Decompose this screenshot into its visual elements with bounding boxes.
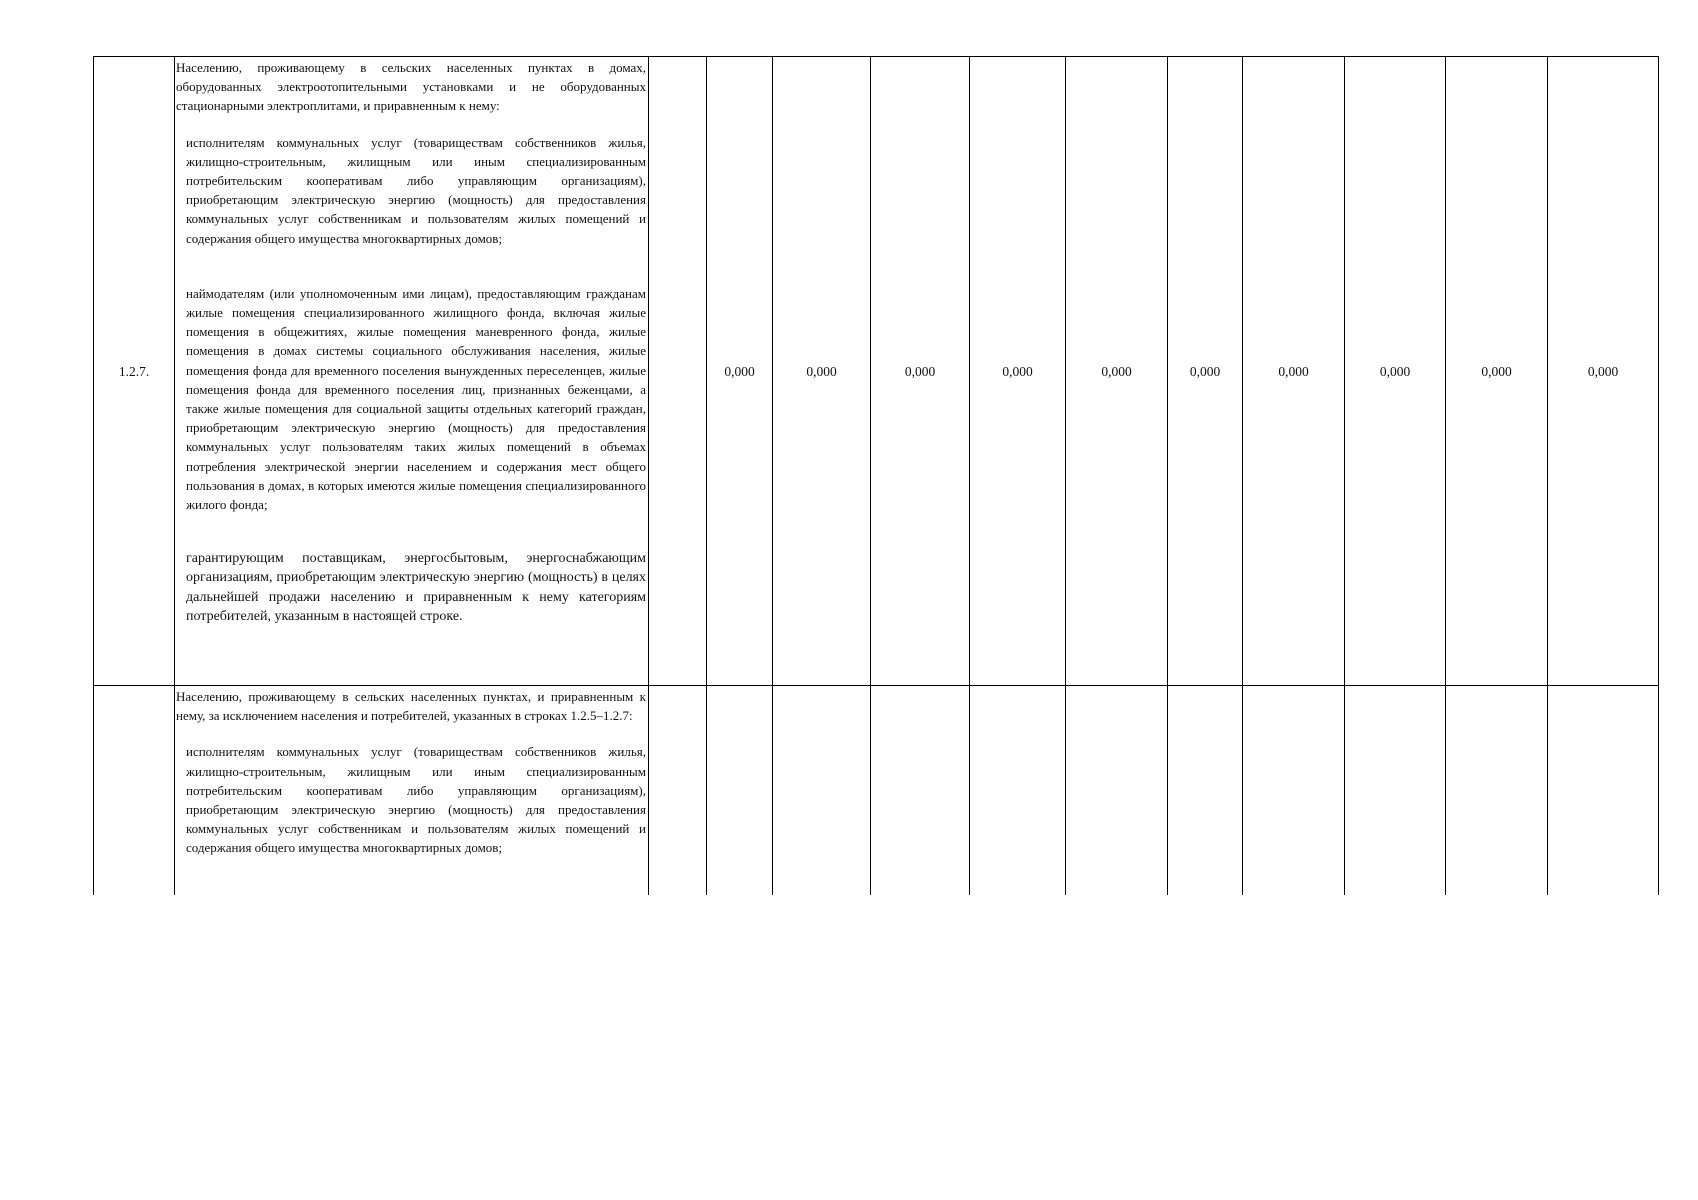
- row-item: гарантирующим поставщикам, энергосбытовым, энергоснабжающим организациям, приобретающим электрическую энергию (мощность) в целях дальнейшей продажи населению и приравненным к нему категориям потребителей, указанным в настоящей строке.: [186, 551, 646, 624]
- value-cell: 0,000: [1345, 57, 1446, 686]
- value-cell: 0,000: [773, 57, 871, 686]
- table-row: [94, 57, 1659, 686]
- row-item: исполнителям коммунальных услуг (товариществам собственников жилья, жилищно-строительным, жилищным или иным специализированным потребительским кооперативам либо управляющим организациям), приобретающим электрическую энергию (мощность) для предоставления коммунальных услуг собственникам и пользователям жилых помещений и содержания общего имущества многоквартирных домов;: [186, 134, 646, 246]
- value-cell: [1548, 686, 1659, 896]
- row-item: исполнителям коммунальных услуг (товариществам собственников жилья, жилищно-строительным, жилищным или иным специализированным потребительским кооперативам либо управляющим организациям), приобретающим электрическую энергию (мощность) для предоставления коммунальных услуг собственникам и пользователям жилых помещений и содержания общего имущества многоквартирных домов;: [186, 744, 646, 856]
- value-cell: 0,000: [1243, 57, 1345, 686]
- row-intro: Населению, проживающему в сельских населенных пунктах, и приравненным к нему, за исключением населения и потребителей, указанных в строках 1.2.5–1.2.7:: [176, 689, 646, 724]
- value-cell: [773, 686, 871, 896]
- row-description: [175, 57, 649, 686]
- table-row: [94, 686, 1659, 896]
- value-cell: [1345, 686, 1446, 896]
- tariff-table: [93, 56, 1659, 895]
- value-cell: 0,000: [1066, 57, 1168, 686]
- row-code: [94, 686, 175, 896]
- value-cell: [707, 686, 773, 896]
- row-intro: Населению, проживающему в сельских населенных пунктах в домах, оборудованных электроотопительными установками и не оборудованных стационарными электроплитами, и приравненным к нему:: [176, 60, 646, 114]
- row-code: 1.2.7.: [94, 57, 175, 686]
- value-cell: [1446, 686, 1548, 896]
- value-cell: [649, 57, 707, 686]
- value-cell: 0,000: [1446, 57, 1548, 686]
- value-cell: 0,000: [970, 57, 1066, 686]
- row-description: [175, 686, 649, 896]
- value-cell: [1066, 686, 1168, 896]
- value-cell: [1168, 686, 1243, 896]
- value-cell: [871, 686, 970, 896]
- row-item: наймодателям (или уполномоченным ими лицам), предоставляющим гражданам жилые помещения специализированного жилищного фонда, включая жилые помещения в общежитиях, жилые помещения маневренного фонда, жилые помещения в домах системы социального обслуживания населения, жилые помещения фонда для временного поселения вынужденных переселенцев, жилые помещения фонда для временного поселения лиц, признанных беженцами, а также жилые помещения для социальной защиты отдельных категорий граждан, приобретающим электрическую энергию (мощность) для предоставления коммунальных услуг пользователям таких жилых помещений в объемах потребления электрической энергии населением и содержания мест общего пользования в домах, в которых имеются жилые помещения специализированного жилого фонда;: [186, 285, 646, 513]
- value-cell: 0,000: [1168, 57, 1243, 686]
- value-cell: [970, 686, 1066, 896]
- value-cell: 0,000: [871, 57, 970, 686]
- value-cell: [649, 686, 707, 896]
- value-cell: 0,000: [1548, 57, 1659, 686]
- value-cell: 0,000: [707, 57, 773, 686]
- value-cell: [1243, 686, 1345, 896]
